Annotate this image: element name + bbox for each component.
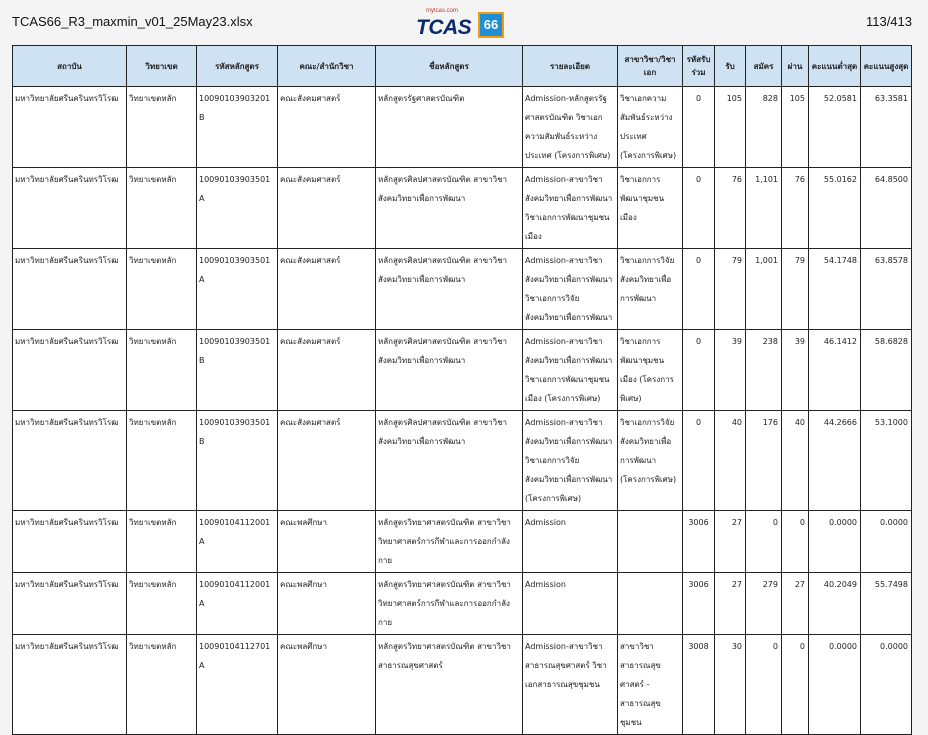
cell-campus: วิทยาเขตหลัก	[127, 635, 197, 735]
cell-min: 52.0581	[809, 87, 861, 168]
cell-min: 44.2666	[809, 411, 861, 511]
cell-admit: 39	[715, 330, 746, 411]
col-header-admit: รับ	[715, 46, 746, 87]
cell-institution: มหาวิทยาลัยศรีนครินทรวิโรฒ	[13, 330, 127, 411]
table-row	[13, 330, 912, 411]
cell-joint: 0	[683, 411, 715, 511]
cell-institution: มหาวิทยาลัยศรีนครินทรวิโรฒ	[13, 411, 127, 511]
cell-max: 58.6828	[861, 330, 912, 411]
cell-campus: วิทยาเขตหลัก	[127, 249, 197, 330]
cell-program: หลักสูตรศิลปศาสตรบัณฑิต สาขาวิชาสังคมวิทยาเพื่อการพัฒนา	[376, 330, 523, 411]
page-number: 113/413	[865, 14, 912, 29]
cell-institution: มหาวิทยาลัยศรีนครินทรวิโรฒ	[13, 249, 127, 330]
table-row	[13, 411, 912, 511]
col-header-pass: ผ่าน	[782, 46, 809, 87]
cell-admit: 105	[715, 87, 746, 168]
document-header	[0, 0, 928, 44]
table-row	[13, 573, 912, 635]
table-row	[13, 249, 912, 330]
cell-pass: 0	[782, 635, 809, 735]
col-header-min-score: คะแนนต่ำสุด	[809, 46, 861, 87]
cell-campus: วิทยาเขตหลัก	[127, 573, 197, 635]
cell-institution: มหาวิทยาลัยศรีนครินทรวิโรฒ	[13, 168, 127, 249]
cell-major: วิชาเอกการพัฒนาชุมชนเมือง	[618, 168, 683, 249]
col-header-institution: สถาบัน	[13, 46, 127, 87]
cell-faculty: คณะสังคมศาสตร์	[278, 168, 376, 249]
cell-max: 64.8500	[861, 168, 912, 249]
table-row	[13, 87, 912, 168]
cell-major: วิชาเอกความสัมพันธ์ระหว่างประเทศ (โครงการพิเศษ)	[618, 87, 683, 168]
table-row	[13, 511, 912, 573]
cell-detail: Admission	[523, 573, 618, 635]
cell-max: 0.0000	[861, 635, 912, 735]
col-header-apply: สมัคร	[746, 46, 782, 87]
cell-institution: มหาวิทยาลัยศรีนครินทรวิโรฒ	[13, 635, 127, 735]
cell-code: 10090103903201B	[197, 87, 278, 168]
cell-detail: Admission-สาขาวิชาสังคมวิทยาเพื่อการพัฒนา วิชาเอกการพัฒนาชุมชนเมือง	[523, 168, 618, 249]
cell-detail: Admission-สาขาวิชาสังคมวิทยาเพื่อการพัฒนา วิชาเอกการพัฒนาชุมชนเมือง (โครงการพิเศษ)	[523, 330, 618, 411]
cell-program: หลักสูตรศิลปศาสตรบัณฑิต สาขาวิชาสังคมวิทยาเพื่อการพัฒนา	[376, 249, 523, 330]
admission-table	[12, 45, 912, 735]
col-header-program-code: รหัสหลักสูตร	[197, 46, 278, 87]
cell-apply: 0	[746, 635, 782, 735]
cell-min: 40.2049	[809, 573, 861, 635]
cell-pass: 39	[782, 330, 809, 411]
cell-joint: 3006	[683, 511, 715, 573]
cell-apply: 238	[746, 330, 782, 411]
cell-code: 10090103903501A	[197, 168, 278, 249]
cell-program: หลักสูตรวิทยาศาสตรบัณฑิต สาขาวิชาสาธารณสุขศาสตร์	[376, 635, 523, 735]
cell-joint: 3006	[683, 573, 715, 635]
cell-joint: 0	[683, 330, 715, 411]
cell-pass: 76	[782, 168, 809, 249]
cell-faculty: คณะพลศึกษา	[278, 635, 376, 735]
cell-apply: 279	[746, 573, 782, 635]
cell-joint: 0	[683, 168, 715, 249]
cell-admit: 76	[715, 168, 746, 249]
cell-pass: 40	[782, 411, 809, 511]
cell-code: 10090104112001A	[197, 573, 278, 635]
table-row	[13, 168, 912, 249]
cell-code: 10090103903501B	[197, 330, 278, 411]
cell-faculty: คณะสังคมศาสตร์	[278, 330, 376, 411]
cell-joint: 0	[683, 249, 715, 330]
cell-detail: Admission-สาขาวิชาสาธารณสุขศาสตร์ วิชาเอกสาธารณสุขชุมชน	[523, 635, 618, 735]
cell-min: 54.1748	[809, 249, 861, 330]
table-header-row	[13, 46, 912, 87]
cell-major: วิชาเอกการวิจัยสังคมวิทยาเพื่อการพัฒนา	[618, 249, 683, 330]
cell-admit: 30	[715, 635, 746, 735]
cell-faculty: คณะพลศึกษา	[278, 573, 376, 635]
cell-institution: มหาวิทยาลัยศรีนครินทรวิโรฒ	[13, 511, 127, 573]
cell-code: 10090103903501A	[197, 249, 278, 330]
cell-min: 46.1412	[809, 330, 861, 411]
cell-pass: 27	[782, 573, 809, 635]
cell-institution: มหาวิทยาลัยศรีนครินทรวิโรฒ	[13, 87, 127, 168]
cell-program: หลักสูตรศิลปศาสตรบัณฑิต สาขาวิชาสังคมวิทยาเพื่อการพัฒนา	[376, 168, 523, 249]
cell-campus: วิทยาเขตหลัก	[127, 511, 197, 573]
cell-major: วิชาเอกการวิจัยสังคมวิทยาเพื่อการพัฒนา (โครงการพิเศษ)	[618, 411, 683, 511]
cell-faculty: คณะสังคมศาสตร์	[278, 411, 376, 511]
logo-site-text: mytcas.com	[426, 8, 459, 14]
cell-major: สาขาวิชาสาธารณสุขศาสตร์ - สาธารณสุขชุมชน	[618, 635, 683, 735]
cell-campus: วิทยาเขตหลัก	[127, 330, 197, 411]
cell-admit: 27	[715, 511, 746, 573]
cell-apply: 176	[746, 411, 782, 511]
file-name: TCAS66_R3_maxmin_v01_25May23.xlsx	[12, 14, 253, 29]
cell-pass: 79	[782, 249, 809, 330]
cell-code: 10090104112701A	[197, 635, 278, 735]
cell-code: 10090103903501B	[197, 411, 278, 511]
cell-campus: วิทยาเขตหลัก	[127, 411, 197, 511]
col-header-joint-code: รหัสรับร่วม	[683, 46, 715, 87]
cell-detail: Admission	[523, 511, 618, 573]
cell-apply: 828	[746, 87, 782, 168]
cell-program: หลักสูตรศิลปศาสตรบัณฑิต สาขาวิชาสังคมวิทยาเพื่อการพัฒนา	[376, 411, 523, 511]
cell-joint: 3008	[683, 635, 715, 735]
cell-admit: 79	[715, 249, 746, 330]
cell-apply: 1,101	[746, 168, 782, 249]
cell-admit: 40	[715, 411, 746, 511]
cell-campus: วิทยาเขตหลัก	[127, 87, 197, 168]
cell-detail: Admission-สาขาวิชาสังคมวิทยาเพื่อการพัฒนา วิชาเอกการวิจัยสังคมวิทยาเพื่อการพัฒนา	[523, 249, 618, 330]
cell-min: 55.0162	[809, 168, 861, 249]
logo-cube-icon: 66	[478, 12, 504, 38]
cell-faculty: คณะสังคมศาสตร์	[278, 249, 376, 330]
cell-max: 0.0000	[861, 511, 912, 573]
cell-program: หลักสูตรวิทยาศาสตรบัณฑิต สาขาวิชาวิทยาศาสตร์การกีฬาและการออกกำลังกาย	[376, 573, 523, 635]
cell-admit: 27	[715, 573, 746, 635]
cell-faculty: คณะพลศึกษา	[278, 511, 376, 573]
col-header-major: สาขาวิชา/วิชาเอก	[618, 46, 683, 87]
cell-min: 0.0000	[809, 511, 861, 573]
tcas-logo	[412, 8, 504, 40]
cell-pass: 0	[782, 511, 809, 573]
cell-detail: Admission-สาขาวิชาสังคมวิทยาเพื่อการพัฒนา วิชาเอกการวิจัยสังคมวิทยาเพื่อการพัฒนา (โครงการพิเศษ)	[523, 411, 618, 511]
col-header-campus: วิทยาเขต	[127, 46, 197, 87]
cell-program: หลักสูตรวิทยาศาสตรบัณฑิต สาขาวิชาวิทยาศาสตร์การกีฬาและการออกกำลังกาย	[376, 511, 523, 573]
cell-detail: Admission-หลักสูตรรัฐศาสตรบัณฑิต วิชาเอกความสัมพันธ์ระหว่างประเทศ (โครงการพิเศษ)	[523, 87, 618, 168]
cell-apply: 1,001	[746, 249, 782, 330]
cell-max: 63.3581	[861, 87, 912, 168]
cell-pass: 105	[782, 87, 809, 168]
col-header-detail: รายละเอียด	[523, 46, 618, 87]
col-header-max-score: คะแนนสูงสุด	[861, 46, 912, 87]
cell-program: หลักสูตรรัฐศาสตรบัณฑิต	[376, 87, 523, 168]
col-header-faculty: คณะ/สำนักวิชา	[278, 46, 376, 87]
cell-major	[618, 511, 683, 573]
cell-institution: มหาวิทยาลัยศรีนครินทรวิโรฒ	[13, 573, 127, 635]
cell-max: 55.7498	[861, 573, 912, 635]
col-header-program-name: ชื่อหลักสูตร	[376, 46, 523, 87]
cell-joint: 0	[683, 87, 715, 168]
logo-brand-text: TCAS	[416, 16, 472, 39]
cell-major	[618, 573, 683, 635]
table-row	[13, 635, 912, 735]
cell-faculty: คณะสังคมศาสตร์	[278, 87, 376, 168]
cell-max: 63.8578	[861, 249, 912, 330]
cell-min: 0.0000	[809, 635, 861, 735]
cell-major: วิชาเอกการพัฒนาชุมชนเมือง (โครงการพิเศษ)	[618, 330, 683, 411]
cell-max: 53.1000	[861, 411, 912, 511]
cell-campus: วิทยาเขตหลัก	[127, 168, 197, 249]
cell-apply: 0	[746, 511, 782, 573]
cell-code: 10090104112001A	[197, 511, 278, 573]
